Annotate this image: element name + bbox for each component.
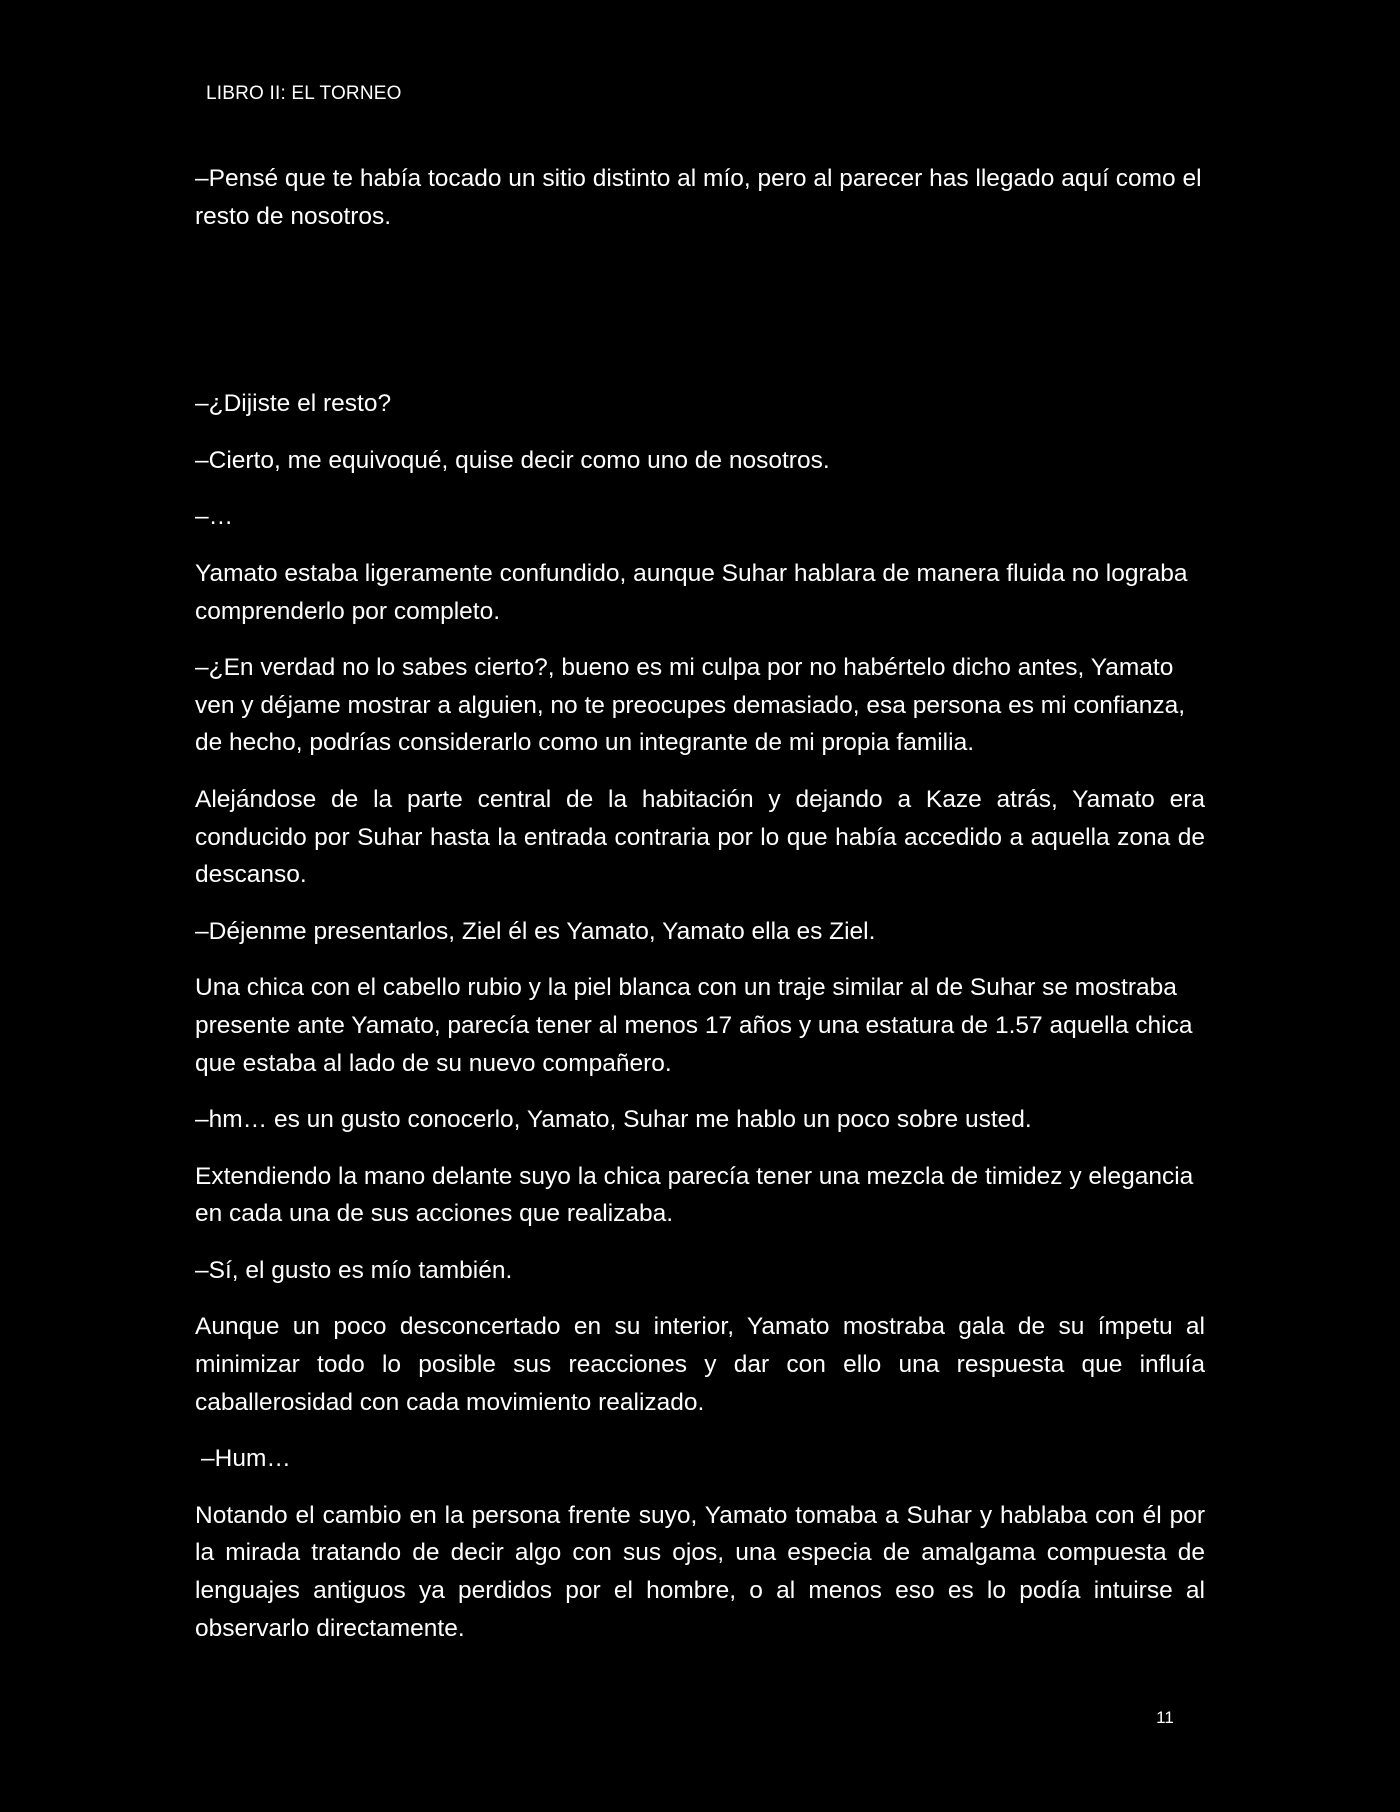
paragraph: Una chica con el cabello rubio y la piel blanca con un traje similar al de Suhar se mostraba presente ante Yamato, parecía tener al menos 17 años y una estatura de 1.57 aquella chica que estaba al lado de su nuevo compañero.	[195, 974, 1193, 1077]
paragraph: –Déjenme presentarlos, Ziel él es Yamato, Yamato ella es Ziel.	[195, 917, 876, 945]
paragraph: –…	[195, 503, 234, 531]
paragraph: Yamato estaba ligeramente confundido, aunque Suhar hablara de manera fluida no lograba comprenderlo por completo.	[195, 559, 1188, 625]
paragraph: –¿Dijiste el resto?	[195, 390, 392, 418]
paragraph: –hm… es un gusto conocerlo, Yamato, Suhar me hablo un poco sobre usted.	[195, 1106, 1032, 1134]
paragraph: Alejándose de la parte central de la habitación y dejando a Kaze atrás, Yamato era conducido por Suhar hasta la entrada contraria por lo que había accedido a aquella zona de descanso.	[195, 785, 1205, 889]
paragraph: Aunque un poco desconcertado en su interior, Yamato mostraba gala de su ímpetu al minimizar todo lo posible sus reacciones y dar con ello una respuesta que influía caballerosidad con cada movimiento realizado.	[195, 1313, 1205, 1416]
paragraph: –Pensé que te había tocado un sitio distinto al mío, pero al parecer has llegado aquí como el resto de nosotros.	[195, 165, 1202, 230]
paragraph: –¿En verdad no lo sabes cierto?, bueno es mi culpa por no habértelo dicho antes, Yamato ven y déjame mostrar a alguien, no te preocupes demasiado, esa persona es mi confianza, de hecho, podrías considerarlo como un integrante de mi propia familia.	[195, 654, 1186, 757]
page-number: 11	[1156, 1708, 1174, 1727]
paragraph: –Hum…	[201, 1445, 291, 1473]
running-header: LIBRO II: EL TORNEO	[206, 83, 402, 104]
paragraph: Extendiendo la mano delante suyo la chica parecía tener una mezcla de timidez y elegancia en cada una de sus acciones que realizaba.	[195, 1162, 1194, 1228]
paragraph: –Cierto, me equivoqué, quise decir como uno de nosotros.	[195, 446, 830, 474]
body-text	[195, 160, 1205, 1666]
paragraph: –Sí, el gusto es mío también.	[195, 1256, 513, 1284]
paragraph: Notando el cambio en la persona frente suyo, Yamato tomaba a Suhar y hablaba con él por la mirada tratando de decir algo con sus ojos, una especia de amalgama compuesta de lenguajes antiguos ya perdidos por el hombre, o al menos eso es lo podía intuirse al observarlo directamente.	[195, 1501, 1205, 1642]
